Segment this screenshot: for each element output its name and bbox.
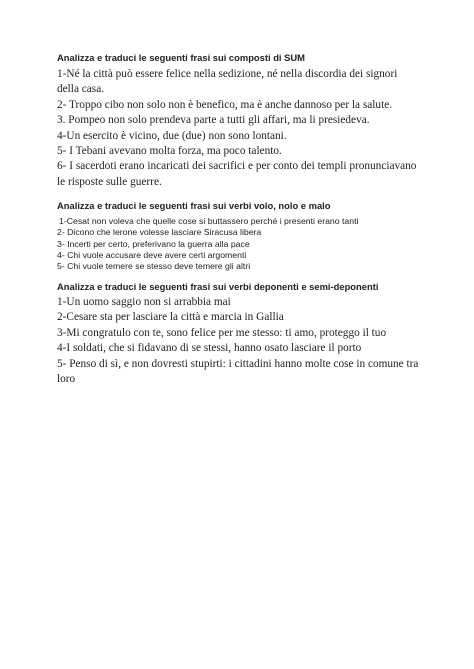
sentence-line: 4-Un esercito è vicino, due (due) non sono lontani. — [57, 129, 287, 142]
sentence-line: 5- Penso di sì, e non dovresti stupirti: i cittadini hanno molte cose in comune tra — [57, 357, 419, 370]
section-composti-sum — [57, 51, 429, 190]
sentence-line: 6- I sacerdoti erano incaricati dei sacrifici e per conto dei templi pronunciavano — [57, 160, 417, 173]
sentence-line: 1-Cesat non voleva che quelle cose si buttassero perché i presenti erano tanti — [59, 216, 359, 226]
sentence-line: 2- Troppo cibo non solo non è benefico, ma è anche dannoso per la salute. — [57, 98, 393, 111]
sentence-line: le risposte sulle guerre. — [57, 175, 162, 188]
sentence-line: della casa. — [57, 83, 105, 96]
sentence-list — [57, 67, 429, 190]
sentence-line: 5- Chi vuole temere se stesso deve temere gli altri — [57, 261, 251, 272]
sentence-line: 3. Pompeo non solo prendeva parte a tutti gli affari, ma li presiedeva. — [57, 114, 370, 127]
section-volo-nolo-malo — [57, 199, 429, 272]
section-deponenti — [57, 280, 429, 387]
sentence-line: 2-Cesare sta per lasciare la città e marcia in Gallia — [57, 311, 284, 324]
section-title: Analizza e traduci le seguenti frasi sui verbi deponenti e semi-deponenti — [57, 281, 379, 292]
sentence-line: 3-Mi congratulo con te, sono felice per me stesso: ti amo, proteggo il tuo — [57, 326, 387, 339]
sentence-list — [57, 216, 429, 272]
sentence-list — [57, 295, 429, 387]
sentence-line: 4- Chi vuole accusare deve avere certi argomenti — [57, 249, 247, 260]
sentence-line: 4-I soldati, che si fidavano di se stessi, hanno osato lasciare il porto — [57, 342, 362, 355]
sentence-line: 5- I Tebani avevano molta forza, ma poco talento. — [57, 145, 282, 158]
sentence-line: 3- Incerti per certo, preferivano la guerra alla pace — [57, 238, 250, 249]
sentence-line: 1-Né la città può essere felice nella sedizione, né nella discordia dei signori — [57, 68, 398, 80]
section-title: Analizza e traduci le seguenti frasi sui verbi volo, nolo e malo — [57, 200, 331, 211]
section-title: Analizza e traduci le seguenti frasi sui composti di SUM — [57, 52, 305, 63]
sentence-line: loro — [57, 373, 76, 386]
sentence-line: 1-Un uomo saggio non si arrabbia mai — [57, 296, 231, 308]
sentence-line: 2- Dicono che lerone volesse lasciare Siracusa libera — [57, 227, 262, 238]
